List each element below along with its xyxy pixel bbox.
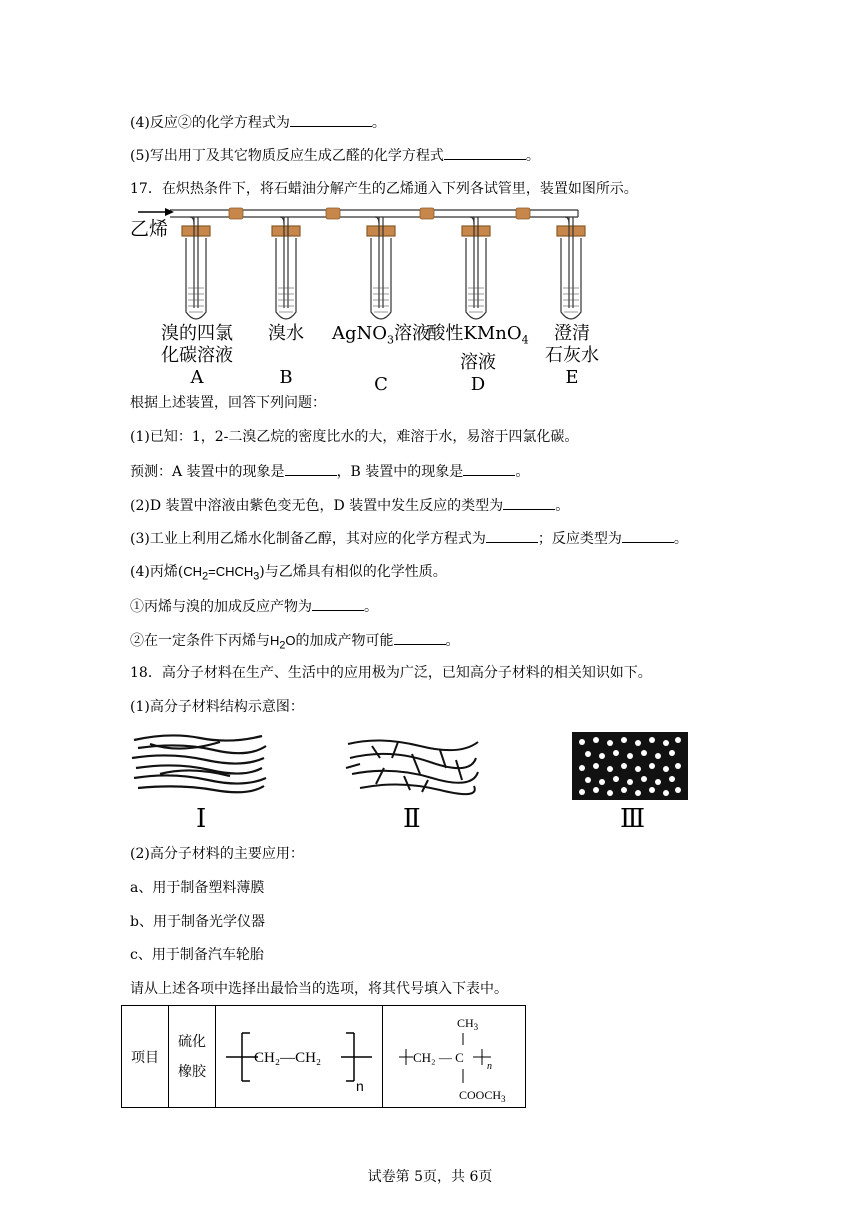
polyethylene-formula [216, 1007, 382, 1107]
q18-b: b、用于制备光学仪器 [130, 914, 265, 930]
test-tube-b [272, 217, 300, 319]
page-footer: 试卷第 5页，共 6页 [367, 1169, 493, 1185]
q18-intro: 18．高分子材料在生产、生活中的应用极为广泛，已知高分子材料的相关知识如下。 [130, 665, 652, 681]
answer-blank[interactable] [312, 596, 364, 611]
q17-intro: 17．在炽热条件下，将石蜡油分解产生的乙烯通入下列各试管里，装置如图所示。 [130, 181, 638, 197]
answer-blank[interactable] [622, 528, 674, 543]
branched-structure-ii [346, 740, 478, 794]
q17-p3: (3)工业上利用乙烯水化制备乙醇，其对应的化学方程式为 ；反应类型为 。 [130, 528, 688, 549]
pmma-formula [383, 1007, 525, 1107]
tube-a-label: 溴的四氯 化碳溶液 A [161, 323, 233, 388]
tube-b-label: 溴水 B [268, 323, 304, 388]
q17-lead: 根据上述装置，回答下列问题： [130, 395, 326, 411]
answer-blank[interactable] [444, 145, 526, 160]
polyethylene-unit-text: CH₂—CH₂ [254, 1049, 322, 1066]
linear-structure-i [132, 735, 266, 792]
test-tube-e [557, 217, 585, 319]
q17-p1: (1)已知：1，2-二溴乙烷的密度比水的大，难溶于水，易溶于四氯化碳。 [130, 429, 579, 445]
q18-a: a、用于制备塑料薄膜 [130, 880, 265, 896]
table-cell-rubber: 硫化 橡胶 [169, 1006, 216, 1108]
test-tube-d [462, 217, 490, 319]
q17-p4: (4)丙烯$(CH_2=CHCH_3)$与乙烯具有相似的化学性质。 [130, 564, 447, 583]
inlet-label: 乙烯 [130, 218, 169, 240]
pmma-main-chain: CH₂ — C [413, 1049, 464, 1065]
network-structure-iii [572, 732, 688, 800]
polymer-structure-figure [0, 728, 860, 808]
tube-c-label: AgNO$_3$溶液 C [332, 323, 431, 395]
label-i: Ⅰ [196, 804, 207, 834]
answer-blank[interactable] [463, 461, 515, 476]
table-header-item: 项目 [122, 1006, 169, 1108]
q18-p1: (1)高分子材料结构示意图： [130, 699, 304, 715]
answer-blank[interactable] [290, 112, 372, 127]
q16-item5: (5)写出用丁及其它物质反应生成乙醛的化学方程式 。 [130, 145, 540, 166]
tube-e-label: 澄清 石灰水 E [545, 323, 599, 388]
q17-p4-i: ①丙烯与溴的加成反应产物为 。 [130, 596, 378, 617]
answer-blank[interactable] [285, 461, 337, 476]
pmma-n: n [487, 1060, 492, 1072]
answer-table [121, 1005, 526, 1108]
label-iii: Ⅲ [620, 804, 646, 834]
table-cell-pmma [383, 1006, 526, 1108]
q16-item4: (4)反应②的化学方程式为 。 [130, 112, 386, 133]
test-tube-c [367, 217, 395, 319]
q18-c: c、用于制备汽车轮胎 [130, 947, 264, 963]
q17-p4-ii: ②在一定条件下丙烯与$H_2O$的加成产物可能 。 [130, 630, 460, 656]
q18-ask: 请从上述各项中选择出最恰当的选项，将其代号填入下表中。 [130, 981, 508, 997]
polyethylene-n: n [356, 1077, 364, 1094]
q18-p2: (2)高分子材料的主要应用： [130, 846, 304, 862]
pmma-ester: $COOCH_3$ [459, 1087, 506, 1104]
q17-p2: (2)D 装置中溶液由紫色变无色，D 装置中发生反应的类型为 。 [130, 495, 569, 516]
table-cell-polyethylene [216, 1006, 383, 1108]
test-tube-a [182, 217, 210, 319]
answer-blank[interactable] [394, 630, 446, 645]
label-ii: Ⅱ [403, 804, 421, 834]
tube-d-label: 酸性KMnO$_4$ 溶液 D [427, 323, 529, 395]
answer-blank[interactable] [503, 495, 555, 510]
q17-p1-predict: 预测：A 装置中的现象是 ，B 装置中的现象是 。 [130, 461, 529, 482]
answer-blank[interactable] [486, 528, 538, 543]
pmma-methyl: $CH_3$ [457, 1015, 479, 1032]
